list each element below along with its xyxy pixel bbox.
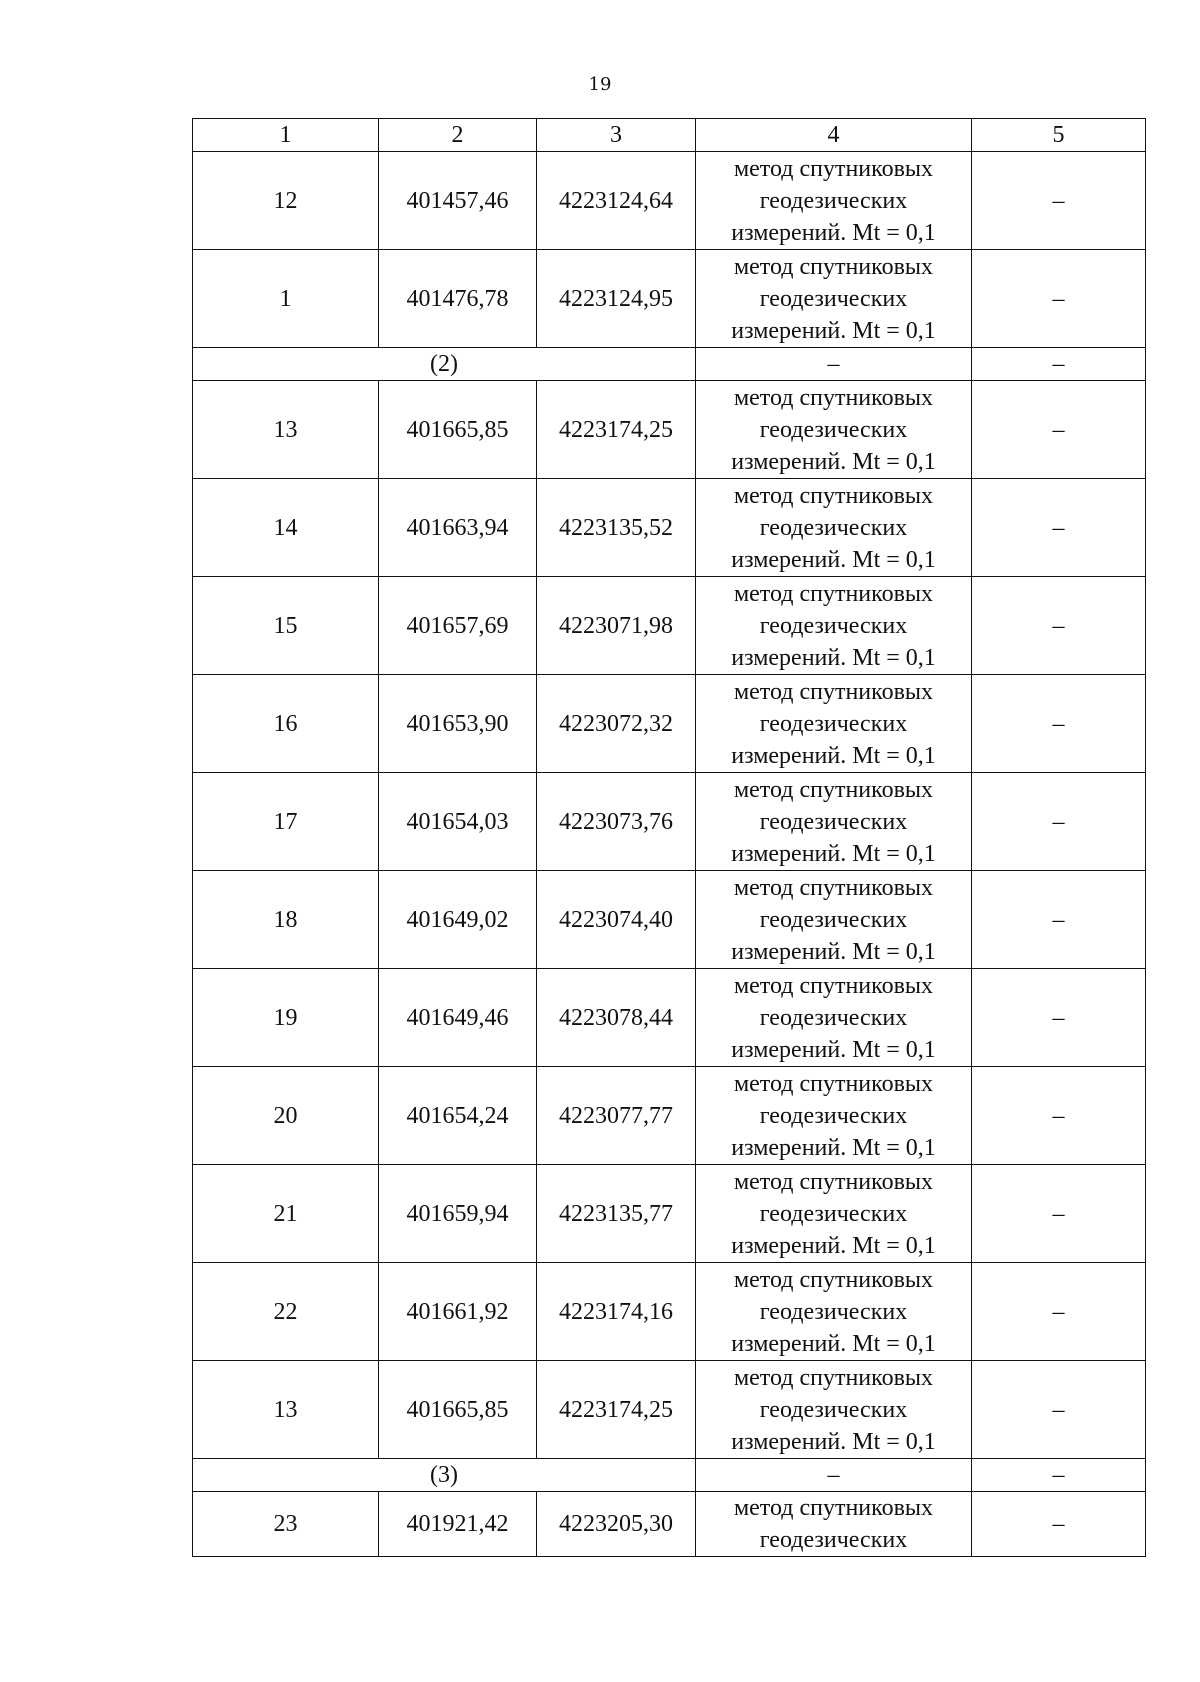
table-row <box>193 1165 1146 1263</box>
method-description <box>696 577 972 675</box>
method-line: геодезических <box>759 1396 908 1423</box>
method-line: геодезических <box>759 1004 908 1031</box>
note-cell: – <box>972 479 1146 577</box>
point-number: 18 <box>193 871 379 969</box>
method-line: геодезических <box>759 416 908 443</box>
method-line: метод спутниковых <box>733 874 934 901</box>
method-description <box>696 871 972 969</box>
table-row <box>193 1067 1146 1165</box>
method-line: измерений. Mt = 0,1 <box>731 1134 936 1161</box>
coordinates-table <box>192 118 1146 1557</box>
method-description <box>696 1165 972 1263</box>
x-coordinate: 401649,02 <box>379 871 537 969</box>
table-row <box>193 577 1146 675</box>
method-line: метод спутниковых <box>733 384 934 411</box>
method-line: геодезических <box>759 710 908 737</box>
method-line: измерений. Mt = 0,1 <box>731 219 936 246</box>
method-line: метод спутниковых <box>733 253 934 280</box>
x-coordinate: 401653,90 <box>379 675 537 773</box>
method-description <box>696 773 972 871</box>
point-number: 12 <box>193 152 379 250</box>
y-coordinate: 4223071,98 <box>537 577 696 675</box>
method-line: измерений. Mt = 0,1 <box>731 546 936 573</box>
contour-method: – <box>696 348 972 381</box>
method-line: геодезических <box>759 1298 908 1325</box>
x-coordinate: 401654,03 <box>379 773 537 871</box>
table-body <box>193 119 1146 1557</box>
note-cell: – <box>972 773 1146 871</box>
contour-label: (3) <box>193 1459 696 1492</box>
point-number: 20 <box>193 1067 379 1165</box>
note-cell: – <box>972 969 1146 1067</box>
contour-label: (2) <box>193 348 696 381</box>
point-number: 16 <box>193 675 379 773</box>
table-row <box>193 152 1146 250</box>
method-description <box>696 1361 972 1459</box>
point-number: 23 <box>193 1492 379 1557</box>
header-cell-3: 3 <box>537 119 696 152</box>
method-line: измерений. Mt = 0,1 <box>731 1428 936 1455</box>
point-number: 21 <box>193 1165 379 1263</box>
point-number: 13 <box>193 1361 379 1459</box>
x-coordinate: 401654,24 <box>379 1067 537 1165</box>
method-line: геодезических <box>759 285 908 312</box>
method-line: измерений. Mt = 0,1 <box>731 840 936 867</box>
y-coordinate: 4223205,30 <box>537 1492 696 1557</box>
method-description <box>696 1067 972 1165</box>
method-line: метод спутниковых <box>733 1364 934 1391</box>
x-coordinate: 401663,94 <box>379 479 537 577</box>
point-number: 14 <box>193 479 379 577</box>
contour-note: – <box>972 1459 1146 1492</box>
note-cell: – <box>972 1361 1146 1459</box>
table-row <box>193 479 1146 577</box>
point-number: 17 <box>193 773 379 871</box>
method-line: измерений. Mt = 0,1 <box>731 1036 936 1063</box>
method-line: измерений. Mt = 0,1 <box>731 644 936 671</box>
x-coordinate: 401661,92 <box>379 1263 537 1361</box>
method-line: измерений. Mt = 0,1 <box>731 1330 936 1357</box>
table-row <box>193 1492 1146 1557</box>
point-number: 19 <box>193 969 379 1067</box>
method-line: метод спутниковых <box>733 580 934 607</box>
x-coordinate: 401665,85 <box>379 381 537 479</box>
note-cell: – <box>972 675 1146 773</box>
note-cell: – <box>972 250 1146 348</box>
table-row <box>193 871 1146 969</box>
x-coordinate: 401659,94 <box>379 1165 537 1263</box>
method-description <box>696 1492 972 1557</box>
method-line: геодезических <box>759 1200 908 1227</box>
method-description <box>696 969 972 1067</box>
header-cell-1: 1 <box>193 119 379 152</box>
method-line: измерений. Mt = 0,1 <box>731 448 936 475</box>
method-description <box>696 1263 972 1361</box>
table-header-row <box>193 119 1146 152</box>
y-coordinate: 4223174,25 <box>537 381 696 479</box>
x-coordinate: 401476,78 <box>379 250 537 348</box>
method-line: метод спутниковых <box>733 1266 934 1293</box>
table-row <box>193 969 1146 1067</box>
method-line: геодезических <box>759 187 908 214</box>
method-description <box>696 250 972 348</box>
contour-note: – <box>972 348 1146 381</box>
note-cell: – <box>972 1492 1146 1557</box>
y-coordinate: 4223135,52 <box>537 479 696 577</box>
method-line: метод спутниковых <box>733 1495 934 1521</box>
method-line: метод спутниковых <box>733 678 934 705</box>
method-line: метод спутниковых <box>733 482 934 509</box>
note-cell: – <box>972 871 1146 969</box>
x-coordinate: 401649,46 <box>379 969 537 1067</box>
method-line: геодезических <box>759 1527 908 1553</box>
y-coordinate: 4223078,44 <box>537 969 696 1067</box>
note-cell: – <box>972 152 1146 250</box>
contour-method: – <box>696 1459 972 1492</box>
y-coordinate: 4223174,16 <box>537 1263 696 1361</box>
method-line: измерений. Mt = 0,1 <box>731 1232 936 1259</box>
note-cell: – <box>972 1263 1146 1361</box>
method-line: измерений. Mt = 0,1 <box>731 742 936 769</box>
x-coordinate: 401457,46 <box>379 152 537 250</box>
x-coordinate: 401657,69 <box>379 577 537 675</box>
y-coordinate: 4223135,77 <box>537 1165 696 1263</box>
header-cell-2: 2 <box>379 119 537 152</box>
method-line: метод спутниковых <box>733 1168 934 1195</box>
note-cell: – <box>972 381 1146 479</box>
contour-row <box>193 348 1146 381</box>
method-line: геодезических <box>759 808 908 835</box>
y-coordinate: 4223072,32 <box>537 675 696 773</box>
y-coordinate: 4223174,25 <box>537 1361 696 1459</box>
table-row <box>193 1361 1146 1459</box>
table-row <box>193 1263 1146 1361</box>
method-line: измерений. Mt = 0,1 <box>731 317 936 344</box>
table-row <box>193 773 1146 871</box>
method-line: геодезических <box>759 906 908 933</box>
method-line: геодезических <box>759 514 908 541</box>
method-line: метод спутниковых <box>733 155 934 182</box>
method-line: измерений. Mt = 0,1 <box>731 938 936 965</box>
method-line: метод спутниковых <box>733 776 934 803</box>
x-coordinate: 401921,42 <box>379 1492 537 1557</box>
y-coordinate: 4223073,76 <box>537 773 696 871</box>
y-coordinate: 4223124,64 <box>537 152 696 250</box>
method-description <box>696 479 972 577</box>
point-number: 1 <box>193 250 379 348</box>
header-cell-4: 4 <box>696 119 972 152</box>
y-coordinate: 4223077,77 <box>537 1067 696 1165</box>
note-cell: – <box>972 577 1146 675</box>
method-line: геодезических <box>759 612 908 639</box>
table-row <box>193 381 1146 479</box>
y-coordinate: 4223074,40 <box>537 871 696 969</box>
method-line: метод спутниковых <box>733 972 934 999</box>
method-description <box>696 152 972 250</box>
method-line: геодезических <box>759 1102 908 1129</box>
method-description <box>696 675 972 773</box>
point-number: 15 <box>193 577 379 675</box>
method-description <box>696 381 972 479</box>
header-cell-5: 5 <box>972 119 1146 152</box>
page-number: 19 <box>588 74 612 95</box>
point-number: 22 <box>193 1263 379 1361</box>
y-coordinate: 4223124,95 <box>537 250 696 348</box>
table-row <box>193 250 1146 348</box>
table-row <box>193 675 1146 773</box>
note-cell: – <box>972 1165 1146 1263</box>
point-number: 13 <box>193 381 379 479</box>
method-line: метод спутниковых <box>733 1070 934 1097</box>
x-coordinate: 401665,85 <box>379 1361 537 1459</box>
contour-row <box>193 1459 1146 1492</box>
note-cell: – <box>972 1067 1146 1165</box>
